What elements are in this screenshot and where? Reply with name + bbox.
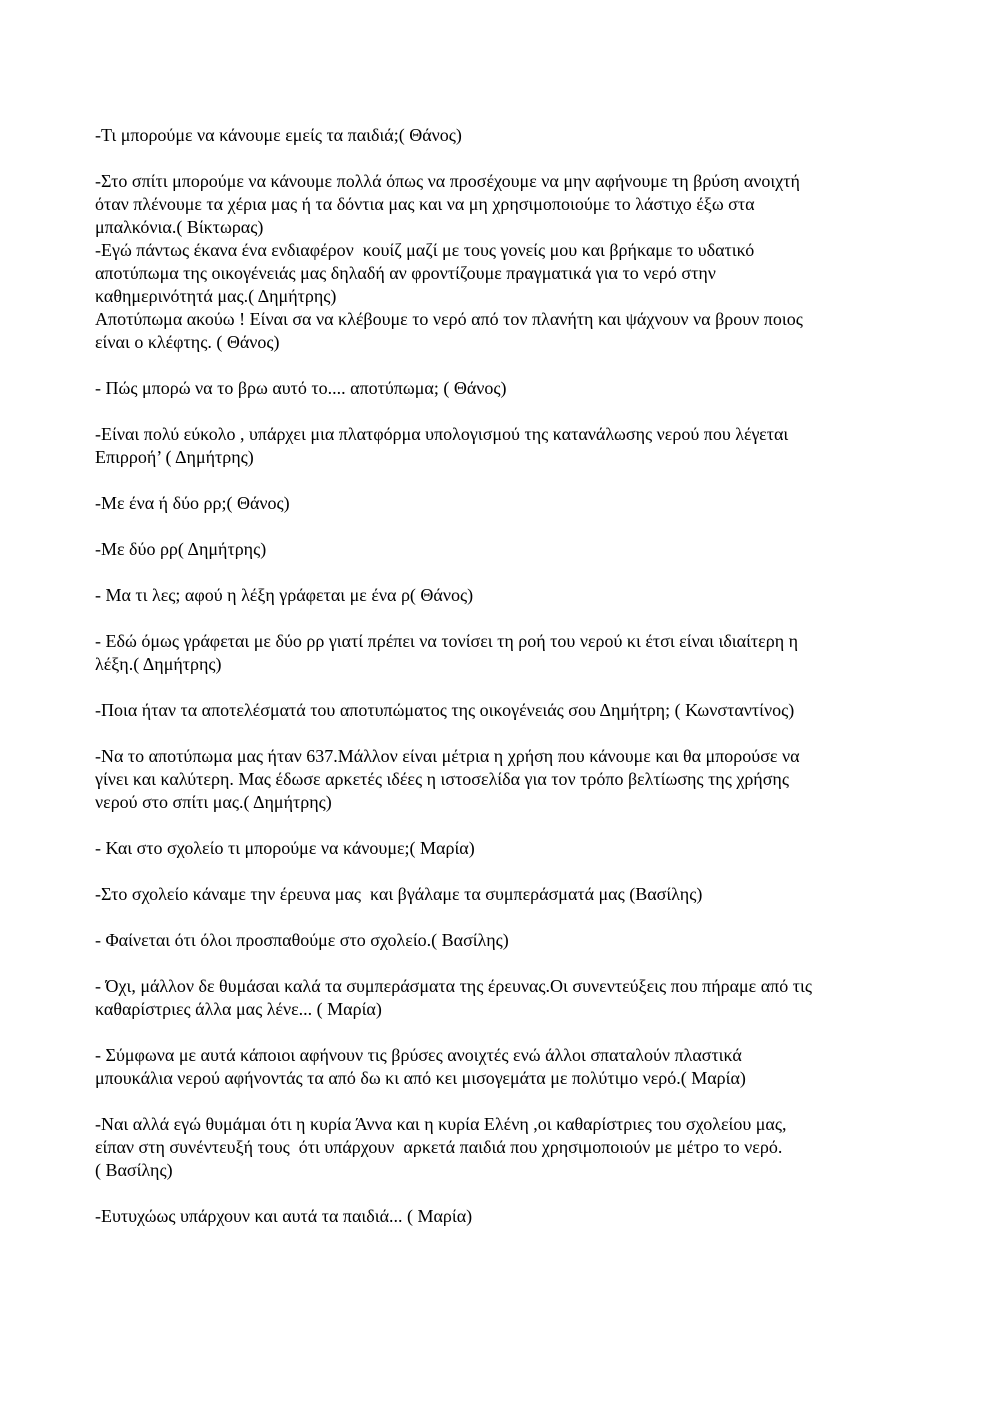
text-line: - Εδώ όμως γράφεται με δύο ρρ γιατί πρέπει να τονίσει τη ροή του νερού κι έτσι είναι ιδιαίτερη η xyxy=(95,631,799,651)
text-line: - Και στο σχολείο τι μπορούμε να κάνουμε;( Μαρία) xyxy=(95,838,475,858)
dialogue-paragraph xyxy=(95,975,905,1021)
text-line: -Εγώ πάντως έκανα ένα ενδιαφέρον κουίζ μαζί με τους γονείς μου και βρήκαμε το υδατικό xyxy=(95,240,755,260)
dialogue-paragraph xyxy=(95,538,905,561)
text-line: - Σύμφωνα με αυτά κάποιοι αφήνουν τις βρύσες ανοιχτές ενώ άλλοι σπαταλούν πλαστικά xyxy=(95,1045,742,1065)
dialogue-paragraph xyxy=(95,377,905,400)
dialogue-paragraph xyxy=(95,170,905,239)
text-line: είναι ο κλέφτης. ( Θάνος) xyxy=(95,332,280,352)
dialogue-paragraph xyxy=(95,929,905,952)
text-line: -Να το αποτύπωμα μας ήταν 637.Μάλλον είναι μέτρια η χρήση που κάνουμε και θα μπορούσε να xyxy=(95,746,800,766)
text-line: όταν πλένουμε τα χέρια μας ή τα δόντια μας και να μη χρησιμοποιούμε το λάστιχο έξω στα xyxy=(95,194,755,214)
text-line: Αποτύπωμα ακούω ! Είναι σα να κλέβουμε το νερό από τον πλανήτη και ψάχνουν να βρουν ποιος xyxy=(95,309,803,329)
text-line: -Τι μπορούμε να κάνουμε εμείς τα παιδιά;( Θάνος) xyxy=(95,125,462,145)
dialogue-paragraph xyxy=(95,492,905,515)
text-line: -Ευτυχώως υπάρχουν και αυτά τα παιδιά... ( Μαρία) xyxy=(95,1206,473,1226)
dialogue-paragraph xyxy=(95,239,905,308)
text-line: αποτύπωμα της οικογένειάς μας δηλαδή αν φροντίζουμε πραγματικά για το νερό στην xyxy=(95,263,716,283)
dialogue-paragraph xyxy=(95,837,905,860)
text-line: - Μα τι λες; αφού η λέξη γράφεται με ένα ρ( Θάνος) xyxy=(95,585,474,605)
dialogue-paragraph xyxy=(95,1044,905,1090)
text-line: - Όχι, μάλλον δε θυμάσαι καλά τα συμπεράσματα της έρευνας.Οι συνεντεύξεις που πήραμε από τις xyxy=(95,976,812,996)
text-line: - Πώς μπορώ να το βρω αυτό το.... αποτύπωμα; ( Θάνος) xyxy=(95,378,507,398)
text-line: -Με δύο ρρ( Δημήτρης) xyxy=(95,539,267,559)
text-line: ( Βασίλης) xyxy=(95,1160,173,1180)
text-line: μπουκάλια νερού αφήνοντάς τα από δω κι από κει μισογεμάτα με πολύτιμο νερό.( Μαρία) xyxy=(95,1068,746,1088)
text-line: -Ναι αλλά εγώ θυμάμαι ότι η κυρία Άννα και η κυρία Ελένη ,οι καθαρίστριες του σχολείου μας, xyxy=(95,1114,787,1134)
dialogue-paragraph xyxy=(95,308,905,354)
text-line: λέξη.( Δημήτρης) xyxy=(95,654,222,674)
dialogue-paragraph xyxy=(95,124,905,147)
text-line: -Είναι πολύ εύκολο , υπάρχει μια πλατφόρμα υπολογισμού της κατανάλωσης νερού που λέγεται xyxy=(95,424,789,444)
dialogue-paragraph xyxy=(95,745,905,814)
text-line: νερού στο σπίτι μας.( Δημήτρης) xyxy=(95,792,332,812)
text-line: -Στο σπίτι μπορούμε να κάνουμε πολλά όπως να προσέχουμε να μην αφήνουμε τη βρύση ανοιχτή xyxy=(95,171,800,191)
dialogue-paragraph xyxy=(95,423,905,469)
text-line: καθημερινότητά μας.( Δημήτρης) xyxy=(95,286,337,306)
dialogue-paragraph xyxy=(95,1113,905,1182)
dialogue-paragraph xyxy=(95,1205,905,1228)
text-line: γίνει και καλύτερη. Μας έδωσε αρκετές ιδέες η ιστοσελίδα για τον τρόπο βελτίωσης της χρήσης xyxy=(95,769,789,789)
text-line: -Ποια ήταν τα αποτελέσματά του αποτυπώματος της οικογένειάς σου Δημήτρη; ( Κωνσταντίνος) xyxy=(95,700,795,720)
text-line: είπαν στη συνέντευξή τους ότι υπάρχουν αρκετά παιδιά που χρησιμοποιούν με μέτρο το νερό. xyxy=(95,1137,783,1157)
dialogue-paragraph xyxy=(95,630,905,676)
text-line: -Στο σχολείο κάναμε την έρευνα μας και βγάλαμε τα συμπεράσματά μας (Βασίλης) xyxy=(95,884,703,904)
text-line: Επιρροή’ ( Δημήτρης) xyxy=(95,447,254,467)
document-page xyxy=(95,124,905,1251)
text-line: -Με ένα ή δύο ρρ;( Θάνος) xyxy=(95,493,290,513)
dialogue-paragraph xyxy=(95,699,905,722)
text-line: μπαλκόνια.( Βίκτωρας) xyxy=(95,217,264,237)
text-line: καθαρίστριες άλλα μας λένε... ( Μαρία) xyxy=(95,999,382,1019)
dialogue-paragraph xyxy=(95,883,905,906)
text-line: - Φαίνεται ότι όλοι προσπαθούμε στο σχολείο.( Βασίλης) xyxy=(95,930,509,950)
dialogue-paragraph xyxy=(95,584,905,607)
